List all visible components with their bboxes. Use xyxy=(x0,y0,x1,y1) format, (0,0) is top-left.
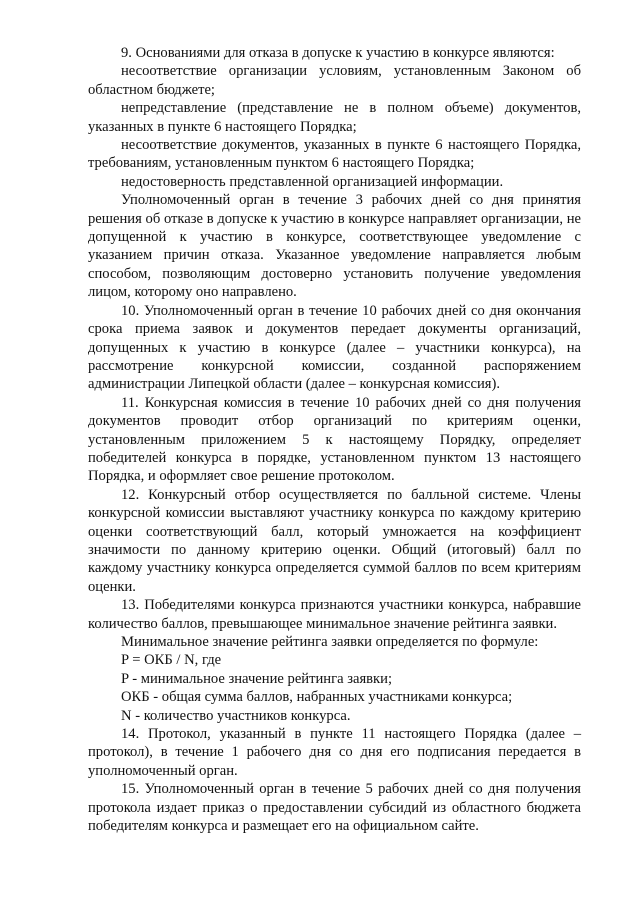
paragraph-12: 12. Конкурсный отбор осуществляется по балльной системе. Члены конкурсной комиссии выставляют участнику конкурса по каждому критерию оценки соответствующий балл, который умножается на коэффициент значимости по данному критерию оценки. Общий (итоговый) балл по каждому участнику конкурса определяется суммой баллов по всем критериям оценки. xyxy=(88,486,581,595)
paragraph-10: 10. Уполномоченный орган в течение 10 рабочих дней со дня окончания срока приема заявок и документов передает документы организаций, допущенных к участию в конкурсе (далее – участники конкурса), на рассмотрение конкурсной комиссии, созданной распоряжением администрации Липецкой области (далее – конкурсная комиссия). xyxy=(88,302,581,393)
formula-legend-n: N - количество участников конкурса. xyxy=(121,707,351,724)
paragraph-9-item-2: непредставление (представление не в полном объеме) документов, указанных в пункте 6 настоящего Порядка; xyxy=(88,100,581,135)
paragraph-14: 14. Протокол, указанный в пункте 11 настоящего Порядка (далее – протокол), в течение 1 рабочего дня со дня его подписания передается в уполномоченный орган. xyxy=(88,726,581,779)
paragraph-9-item-3: несоответствие документов, указанных в пункте 6 настоящего Порядка, требованиям, установленным пунктом 6 настоящего Порядка; xyxy=(88,137,581,172)
paragraph-9: 9. Основаниями для отказа в допуске к участию в конкурсе являются: xyxy=(121,45,555,61)
paragraph-9-item-1: несоответствие организации условиям, установленным Законом об областном бюджете; xyxy=(88,63,581,98)
paragraph-13: 13. Победителями конкурса признаются участники конкурса, набравшие количество баллов, превышающее минимальное значение рейтинга заявки. xyxy=(88,597,581,632)
formula-intro: Минимальное значение рейтинга заявки определяется по формуле: xyxy=(121,634,539,650)
document-page xyxy=(88,44,581,835)
paragraph-11: 11. Конкурсная комиссия в течение 10 рабочих дней со дня получения документов проводит отбор организаций по критериям оценки, установленным приложением 5 к настоящему Порядку, определяет победителей конкурса в порядке, установленном пунктом 13 настоящего Порядка, и оформляет свое решение протоколом. xyxy=(88,394,581,485)
formula: P = ОКБ / N, где xyxy=(121,652,222,669)
paragraph-15: 15. Уполномоченный орган в течение 5 рабочих дней со дня получения протокола издает приказ о предоставлении субсидий из областного бюджета победителям конкурса и размещает его на официальном сайте. xyxy=(88,781,581,835)
paragraph-9-item-4: недостоверность представленной организацией информации. xyxy=(121,173,504,190)
formula-legend-okb: ОКБ - общая сумма баллов, набранных участниками конкурса; xyxy=(121,689,513,706)
formula-legend-p: P - минимальное значение рейтинга заявки; xyxy=(121,670,393,687)
paragraph-notice: Уполномоченный орган в течение 3 рабочих дней со дня принятия решения об отказе в допуске к участию в конкурсе направляет организации, не допущенной к участию в конкурсе, соответствующее уведомление с указанием причин отказа. Указанное уведомление направляется любым способом, позволяющим достоверно установить получение уведомления лицом, которому оно направлено. xyxy=(88,192,581,301)
